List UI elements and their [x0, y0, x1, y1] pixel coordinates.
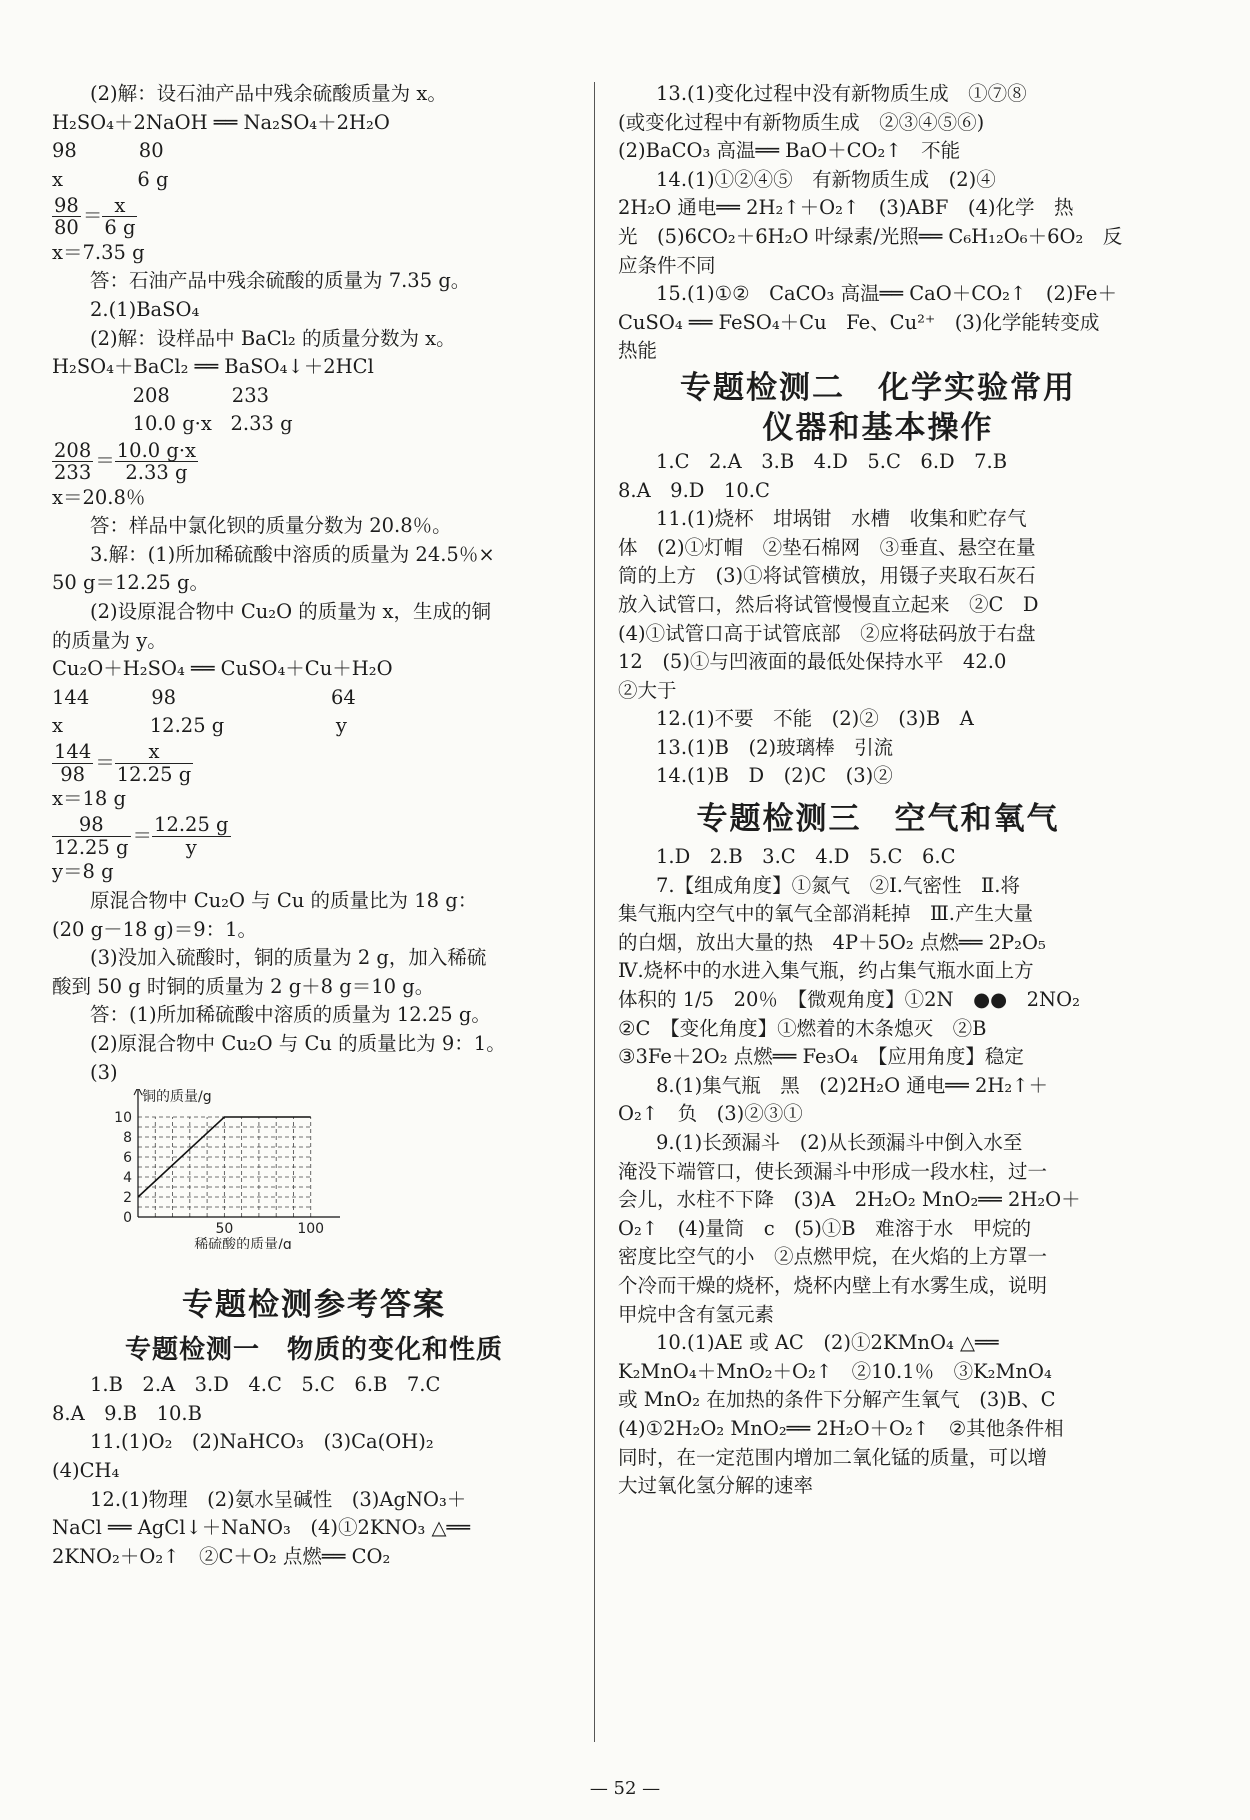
text-line: 应条件不同 [618, 253, 716, 277]
text-line: 11.(1)O₂ (2)NaHCO₃ (3)Ca(OH)₂ [90, 1430, 434, 1454]
left-column [52, 80, 576, 1571]
text-line: 会儿，水柱不下降 (3)A 2H₂O₂ MnO₂══ 2H₂O＋ [618, 1188, 1081, 1212]
text-line: 10.(1)AE 或 AC (2)①2KMnO₄ △══ [656, 1331, 999, 1355]
text-line: 个冷而干燥的烧杯，烧杯内壁上有水雾生成，说明 [618, 1273, 1048, 1297]
text-line: H₂SO₄＋BaCl₂ ══ BaSO₄↓＋2HCl [52, 355, 374, 379]
text-line: (2)BaCO₃ 高温══ BaO＋CO₂↑ 不能 [618, 139, 961, 163]
text-line: 8.A 9.D 10.C [618, 478, 770, 502]
text-line: 14.(1)①②④⑤ 有新物质生成 (2)④ [656, 167, 996, 191]
text-line: 密度比空气的小 ②点燃甲烷，在火焰的上方罩一 [618, 1245, 1048, 1269]
text-line: 1.D 2.B 3.C 4.D 5.C 6.C [656, 845, 956, 869]
fraction-equation: $\frac{208}{233}$ ＝ $\frac{10.0 g\cdot x}{2.33 g}$ [54, 438, 197, 485]
section-title: 专题检测参考答案 [182, 1287, 446, 1324]
text-line: 2KNO₂＋O₂↑ ②C＋O₂ 点燃══ CO₂ [52, 1544, 391, 1568]
text-line: y＝8 g [52, 860, 114, 884]
text-line: 12 (5)①与凹液面的最低处保持水平 42.0 [618, 650, 1007, 674]
text-line: x＝18 g [52, 787, 126, 811]
text-line: x＝7.35 g [52, 240, 145, 264]
text-line: 筒的上方 (3)①将试管横放，用镊子夹取石灰石 [618, 564, 1036, 588]
copper-mass-chart [96, 1089, 356, 1249]
text-line: 11.(1)烧杯 坩埚钳 水槽 收集和贮存气 [656, 507, 1027, 531]
text-line: 1.B 2.A 3.D 4.C 5.C 6.B 7.C [90, 1373, 441, 1397]
text-line: 8.A 9.B 10.B [52, 1401, 202, 1425]
text-line: 答：(1)所加稀硫酸中溶质的质量为 12.25 g。 [90, 1003, 491, 1027]
text-line: 12.(1)物理 (2)氨水呈碱性 (3)AgNO₃＋ [90, 1487, 467, 1511]
section-title: 专题检测二 化学实验常用 [680, 369, 1076, 406]
text-line: 体积的 1/5 20％ 【微观角度】①2N ●● 2NO₂ [618, 988, 1080, 1012]
text-line: 7.【组成角度】①氮气 ②Ⅰ.气密性 Ⅱ.将 [656, 873, 1020, 897]
text-line: (或变化过程中有新物质生成 ②③④⑤⑥) [618, 110, 985, 134]
text-line: 2H₂O 通电══ 2H₂↑＋O₂↑ (3)ABF (4)化学 热 [618, 196, 1074, 220]
text-line: 的质量为 y。 [52, 628, 167, 652]
text-line: H₂SO₄＋2NaOH ══ Na₂SO₄＋2H₂O [52, 110, 390, 134]
fraction-equation: $\frac{98}{12.25 g}$ ＝ $\frac{12.25 g}{y}$ [54, 813, 229, 859]
text-line: (2)解：设石油产品中残余硫酸质量为 x。 [90, 82, 447, 105]
text-line: NaCl ══ AgCl↓＋NaNO₃ (4)①2KNO₃ △══ [52, 1516, 470, 1540]
text-line: 10.0 g·x 2.33 g [52, 412, 293, 436]
text-line: (4)CH₄ [52, 1459, 120, 1482]
x-tick-label: 50 [215, 1221, 234, 1238]
text-line: 13.(1)B (2)玻璃棒 引流 [656, 735, 894, 759]
text-line: 50 g＝12.25 g。 [52, 571, 209, 595]
text-line: (4)①试管口高于试管底部 ②应将砝码放于右盘 [618, 621, 1036, 645]
y-axis-label: 铜的质量/g [142, 1089, 212, 1106]
text-line: O₂↑ 负 (3)②③① [618, 1102, 803, 1126]
text-line: x＝20.8％ [52, 485, 146, 509]
x-axis-label: 稀硫酸的质量/g [194, 1237, 292, 1250]
text-line: 原混合物中 Cu₂O 与 Cu 的质量比为 18 g： [90, 889, 478, 913]
y-tick-label: 2 [123, 1190, 132, 1207]
y-tick-label: 4 [123, 1170, 132, 1187]
text-line: ②大于 [618, 678, 677, 702]
text-line: 98 80 [52, 139, 164, 163]
text-line: 9.(1)长颈漏斗 (2)从长颈漏斗中倒入水至 [656, 1131, 1023, 1154]
text-line: 的白烟，放出大量的热 4P＋5O₂ 点燃══ 2P₂O₅ [618, 930, 1046, 954]
text-line: 14.(1)B D (2)C (3)② [656, 764, 893, 788]
text-line: ③3Fe＋2O₂ 点燃══ Fe₃O₄ 【应用角度】稳定 [618, 1045, 1024, 1069]
text-line: 同时，在一定范围内增加二氧化锰的质量，可以增 [618, 1445, 1048, 1469]
text-line: x 6 g [52, 167, 169, 191]
text-line: 15.(1)①② CaCO₃ 高温══ CaO＋CO₂↑ (2)Fe＋ [656, 282, 1117, 306]
fraction-equation: $\frac{98}{80}$ ＝ $\frac{x}{6 g}$ [54, 193, 136, 240]
text-line: 12.(1)不要 不能 (2)② (3)B A [656, 707, 974, 731]
text-line: 1.C 2.A 3.B 4.D 5.C 6.D 7.B [656, 449, 1008, 473]
text-line: (4)①2H₂O₂ MnO₂══ 2H₂O＋O₂↑ ②其他条件相 [618, 1416, 1064, 1440]
text-line: 集气瓶内空气中的氧气全部消耗掉 Ⅲ.产生大量 [618, 902, 1034, 926]
text-line: 208 233 [52, 383, 270, 407]
text-line: Ⅳ.烧杯中的水进入集气瓶，约占集气瓶水面上方 [618, 959, 1034, 983]
text-line: (2)设原混合物中 Cu₂O 的质量为 x，生成的铜 [90, 599, 491, 623]
right-column [618, 80, 1138, 1501]
text-line: 3.解：(1)所加稀硫酸中溶质的质量为 24.5％× [90, 542, 495, 566]
text-line: 8.(1)集气瓶 黑 (2)2H₂O 通电══ 2H₂↑＋ [656, 1073, 1049, 1097]
text-line: (2)原混合物中 Cu₂O 与 Cu 的质量比为 9：1。 [90, 1032, 506, 1056]
x-tick-label: 100 [297, 1221, 325, 1238]
text-line: 放入试管口，然后将试管慢慢直立起来 ②C D [618, 592, 1039, 616]
text-line: 答：样品中氯化钡的质量分数为 20.8％。 [90, 514, 452, 538]
text-line: ②C 【变化角度】①燃着的木条熄灭 ②B [618, 1016, 987, 1040]
origin-label: 0 [123, 1210, 132, 1227]
y-tick-label: 6 [123, 1150, 132, 1167]
text-line: (20 g－18 g)＝9：1。 [52, 917, 258, 941]
section-subtitle: 专题检测一 物质的变化和性质 [124, 1335, 503, 1366]
text-line: 2.(1)BaSO₄ [90, 298, 200, 322]
y-tick-label: 10 [114, 1110, 132, 1127]
text-line: 答：石油产品中残余硫酸的质量为 7.35 g。 [90, 269, 471, 293]
text-line: 热能 [618, 339, 658, 363]
text-line: K₂MnO₄＋MnO₂＋O₂↑ ②10.1％ ③K₂MnO₄ [618, 1359, 1052, 1383]
fraction-equation: $\frac{144}{98}$ ＝ $\frac{x}{12.25 g}$ [54, 740, 192, 786]
section-title: 专题检测三 空气和氧气 [696, 801, 1060, 838]
text-line: 大过氧化氢分解的速率 [618, 1474, 814, 1498]
text-line: x 12.25 g y [52, 714, 347, 738]
text-line: (2)解：设样品中 BaCl₂ 的质量分数为 x。 [90, 326, 456, 350]
text-line: CuSO₄ ══ FeSO₄＋Cu Fe、Cu²⁺ (3)化学能转变成 [618, 310, 1100, 334]
text-line: 光 (5)6CO₂＋6H₂O 叶绿素/光照══ C₆H₁₂O₆＋6O₂ 反 [618, 224, 1123, 248]
text-line: 淹没下端管口，使长颈漏斗中形成一段水柱，过一 [618, 1159, 1048, 1183]
page-number: — 52 — [589, 1778, 661, 1799]
text-line: (3) [90, 1060, 118, 1084]
column-divider [594, 82, 595, 1742]
text-line: Cu₂O＋H₂SO₄ ══ CuSO₄＋Cu＋H₂O [52, 657, 393, 681]
text-line: 或 MnO₂ 在加热的条件下分解产生氧气 (3)B、C [618, 1388, 1056, 1412]
text-line: 酸到 50 g 时铜的质量为 2 g＋8 g＝10 g。 [52, 974, 435, 998]
section-title: 仪器和基本操作 [762, 409, 994, 446]
text-line: 13.(1)变化过程中没有新物质生成 ①⑦⑧ [656, 82, 1027, 105]
text-line: 甲烷中含有氢元素 [618, 1302, 775, 1326]
text-line: (3)没加入硫酸时，铜的质量为 2 g，加入稀硫 [90, 946, 487, 970]
y-tick-label: 8 [123, 1130, 132, 1147]
text-line: 144 98 64 [52, 685, 356, 709]
text-line: 体 (2)①灯帽 ②垫石棉网 ③垂直、悬空在量 [618, 535, 1036, 559]
text-line: O₂↑ (4)量筒 c (5)①B 难溶于水 甲烷的 [618, 1216, 1032, 1240]
